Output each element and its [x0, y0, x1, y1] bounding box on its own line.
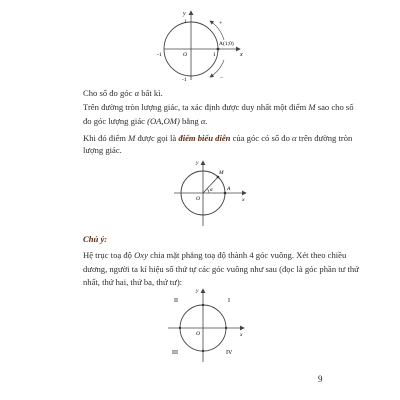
paragraph-note-line1: Hệ trục toạ độ Oxy chia mặt phẳng toạ độ thành 4 góc vuông. Xét theo chiều — [83, 250, 347, 260]
representation-point-figure — [170, 158, 250, 228]
unit-circle-figure — [150, 8, 260, 88]
paragraph-note-line3: nhất, thứ hai, thứ ba, thứ tư): — [83, 277, 183, 287]
fig3-y-label: y — [196, 288, 199, 294]
fig3-x-label: x — [240, 332, 243, 338]
fig1-x-label: x — [240, 52, 243, 58]
paragraph-point-m-cont: đo góc lượng giác (OA,OM) bằng α. — [83, 116, 208, 126]
quadrants-figure — [160, 286, 250, 366]
fig1-point-a: A(1;0) — [219, 41, 234, 47]
fig3-origin: O — [196, 331, 200, 337]
paragraph-representation-point: Khi đó điểm M được gọi là điểm biểu diễn của góc có số đo α trên đường tròn — [83, 133, 353, 143]
note-title: Chú ý: — [83, 234, 108, 244]
angle-arc — [207, 189, 209, 193]
quadrant-2-label: II — [174, 298, 178, 304]
quadrant-3-label: III — [172, 350, 178, 356]
fig1-one-top: 1 — [184, 19, 187, 25]
point-a-dot — [224, 192, 227, 195]
fig2-point-m: M — [219, 170, 224, 176]
paragraph-point-m: Trên đường tròn lượng giác, ta xác định được duy nhất một điểm M sao cho số — [83, 102, 354, 112]
fig2-origin: O — [196, 196, 200, 202]
point-m-dot — [217, 176, 220, 179]
fig2-x-label: x — [242, 197, 245, 203]
fig1-y-label: y — [183, 11, 186, 17]
paragraph-definition-intro: Cho số đo góc α bất kì. — [83, 88, 163, 98]
axis-point-right — [225, 327, 227, 329]
fig1-minus-one-bottom: -1 — [182, 77, 187, 83]
fig2-alpha: α — [210, 188, 213, 193]
fig1-origin: O — [183, 52, 187, 58]
point-a-dot — [217, 48, 220, 51]
paragraph-note-line2: dương, người ta kí hiệu số thứ tự các góc vuông như sau (đọc là góc phần tư thứ — [83, 264, 359, 274]
fig1-minus-one-left: -1 — [157, 52, 162, 58]
axis-point-bottom — [202, 350, 204, 352]
fig2-point-a: A — [227, 186, 231, 192]
axis-point-left — [179, 327, 181, 329]
quadrant-1-label: I — [228, 298, 230, 304]
page-number: 9 — [318, 374, 323, 384]
fig1-minus-sign: − — [220, 75, 224, 81]
paragraph-representation-point-cont: lượng giác. — [83, 145, 122, 155]
quadrant-4-label: IV — [226, 350, 233, 356]
fig1-one-right: 1 — [213, 52, 216, 58]
fig2-y-label: y — [196, 160, 199, 166]
axis-point-top — [202, 304, 204, 306]
fig1-plus-sign: + — [219, 21, 223, 27]
